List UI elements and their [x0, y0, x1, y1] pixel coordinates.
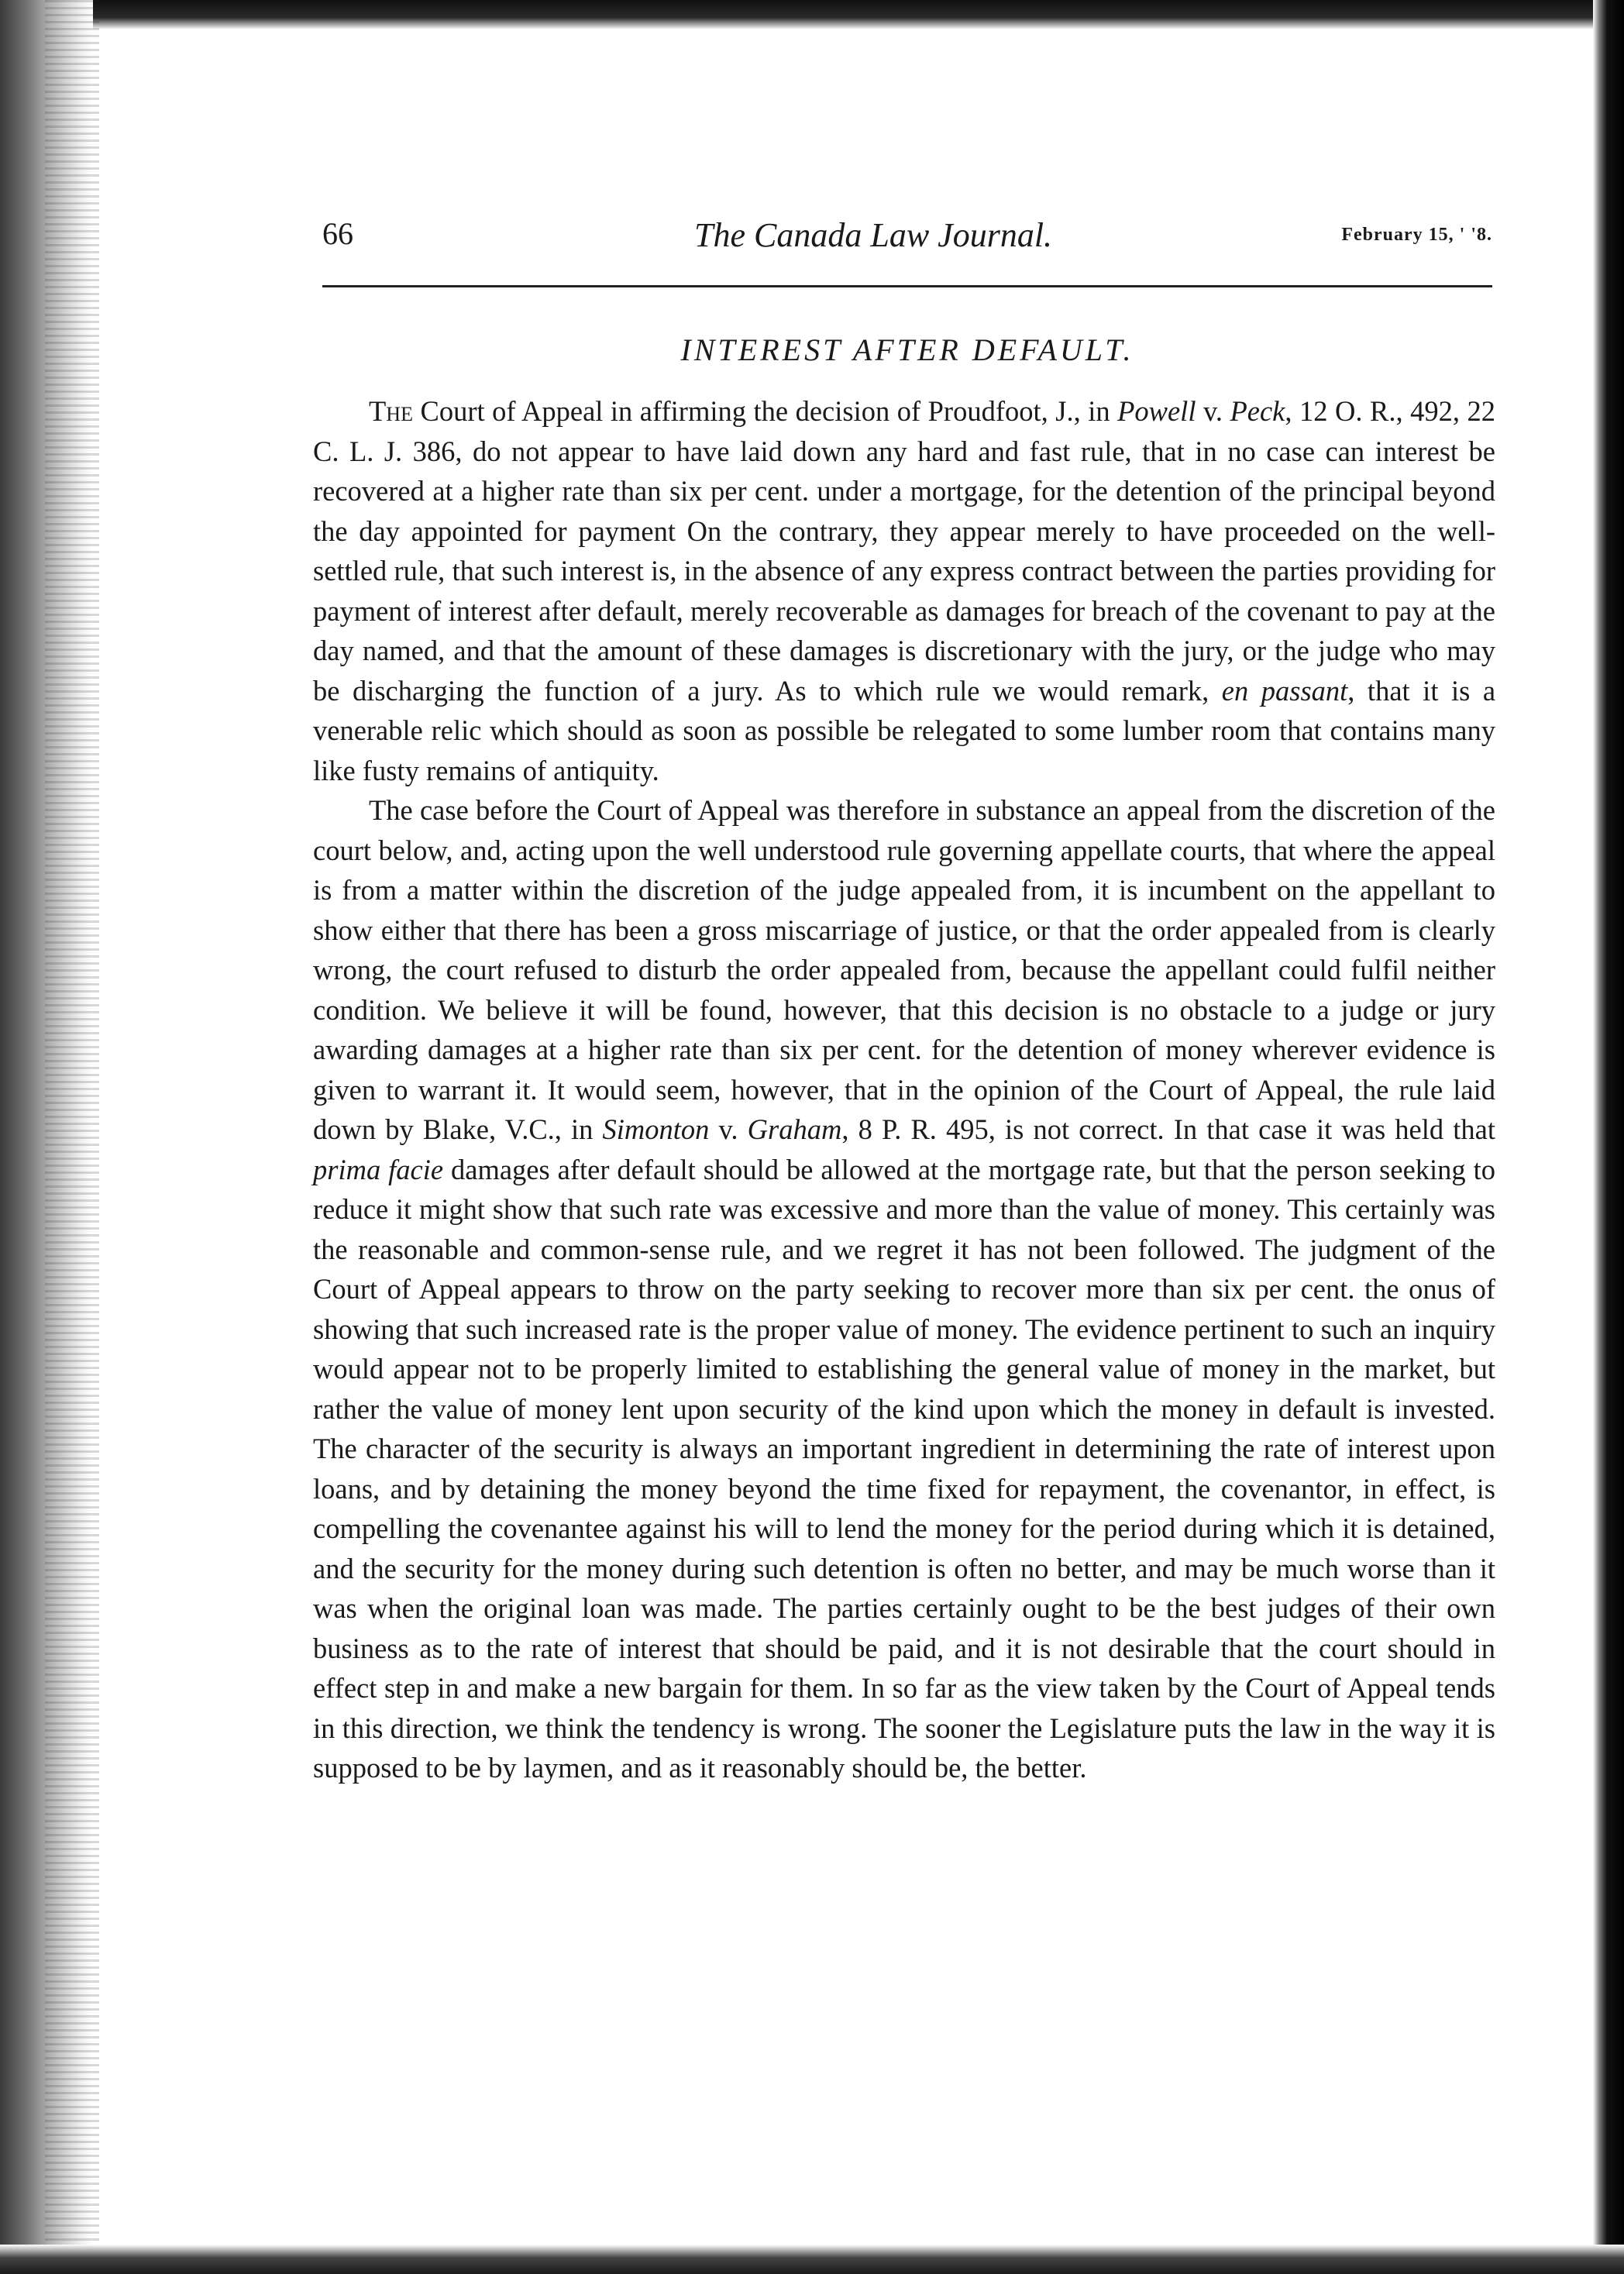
- scan-edge-right: [1593, 0, 1624, 2274]
- case-name: Powell: [1117, 395, 1196, 427]
- article-body: [313, 391, 1495, 1788]
- case-name: Graham: [747, 1113, 842, 1145]
- paragraph-1: [313, 391, 1495, 790]
- journal-title: The Canada Law Journal.: [694, 216, 1053, 254]
- latin-phrase: en passant: [1221, 674, 1348, 707]
- text-run: , 12 O. R., 492, 22 C. L. J. 386, do not appear to have laid down any hard and fast rule, that in no case can interest be recovered at a higher rate than six per cent. under a mortgage, for the detention of the principal beyond the day appointed for payment On the contrary, they appear merely to have proceeded on the well-settled rule, that such interest is, in the absence of any express contract between the parties providing for payment of interest after default, merely recoverable as damages for breach of the covenant to pay at the day named, and that the amount of these damages is discretionary with the jury, or the judge who may be discharging the function of a jury. As to which rule we would remark,: [313, 395, 1495, 707]
- case-name: Peck: [1230, 395, 1285, 427]
- text-run: Court of Appeal in affirming the decision of Proudfoot, J., in: [412, 395, 1118, 427]
- header-rule: [322, 285, 1492, 287]
- scan-edge-bottom: [0, 2245, 1624, 2274]
- scan-edge-left-noise: [45, 0, 99, 2274]
- text-run: damages after default should be allowed at the mortgage rate, but that the person seeking to reduce it might show that such rate was excessive and more than the value of money. This certainly was the reasonable and common-sense rule, and we regret it has not been followed. The judgment of the Court of Appeal appears to throw on the party seeking to recover more than six per cent. the onus of showing that such increased rate is the proper value of money. The evidence pertinent to such an inquiry would appear not to be properly limited to establishing the general value of money in the market, but rather the value of money lent upon security of the kind upon which the money in default is invested. The character of the security is always an important ingredient in determining the rate of interest upon loans, and by detaining the money beyond the time fixed for repayment, the covenantor, in effect, is compelling the covenantee against his will to lend the money for the period during which it is detained, and the security for the money during such detention is often no better, and may be much worse than it was when the original loan was made. The parties certainly ought to be the best judges of their own business as to the rate of interest that should be paid, and it is not desirable that the court should in effect step in and make a new bargain for them. In so far as the view taken by the Court of Appeal tends in this direction, we think the tendency is wrong. The sooner the Legislature puts the law in the way it is supposed to be by laymen, and as it reasonably should be, the better.: [313, 1153, 1495, 1784]
- page-number: 66: [322, 216, 353, 251]
- text-run: , that it is a venerable relic which should as soon as possible be relegated to some lumber room that contains many like fusty remains of antiquity.: [313, 674, 1496, 786]
- paragraph-2: [313, 790, 1495, 1788]
- scan-edge-top: [0, 0, 1624, 29]
- paragraph-lead: The: [369, 395, 413, 427]
- text-run: , 8 P. R. 495, is not correct. In that case it was held that: [841, 1113, 1495, 1145]
- article-title: INTEREST AFTER DEFAULT.: [680, 332, 1134, 367]
- text-run: v.: [1196, 395, 1230, 427]
- page-date: February 15, ' '8.: [1341, 225, 1492, 245]
- page-header: [322, 215, 1492, 277]
- case-name: Simonton: [602, 1113, 710, 1145]
- text-run: The case before the Court of Appeal was therefore in substance an appeal from the discretion of the court below, and, acting upon the well understood rule governing appellate courts, that where the appeal is from a matter within the discretion of the judge appealed from, it is incumbent on the appellant to show either that there has been a gross miscarriage of justice, or that the order appealed from is clearly wrong, the court refused to disturb the order appealed from, because the appellant could fulfil neither condition. We believe it will be found, however, that this decision is no obstacle to a judge or jury awarding damages at a higher rate than six per cent. for the detention of money wherever evidence is given to warrant it. It would seem, however, that in the opinion of the Court of Appeal, the rule laid down by Blake, V.C., in: [313, 794, 1495, 1145]
- text-run: v.: [709, 1113, 748, 1145]
- latin-phrase: prima facie: [313, 1153, 444, 1185]
